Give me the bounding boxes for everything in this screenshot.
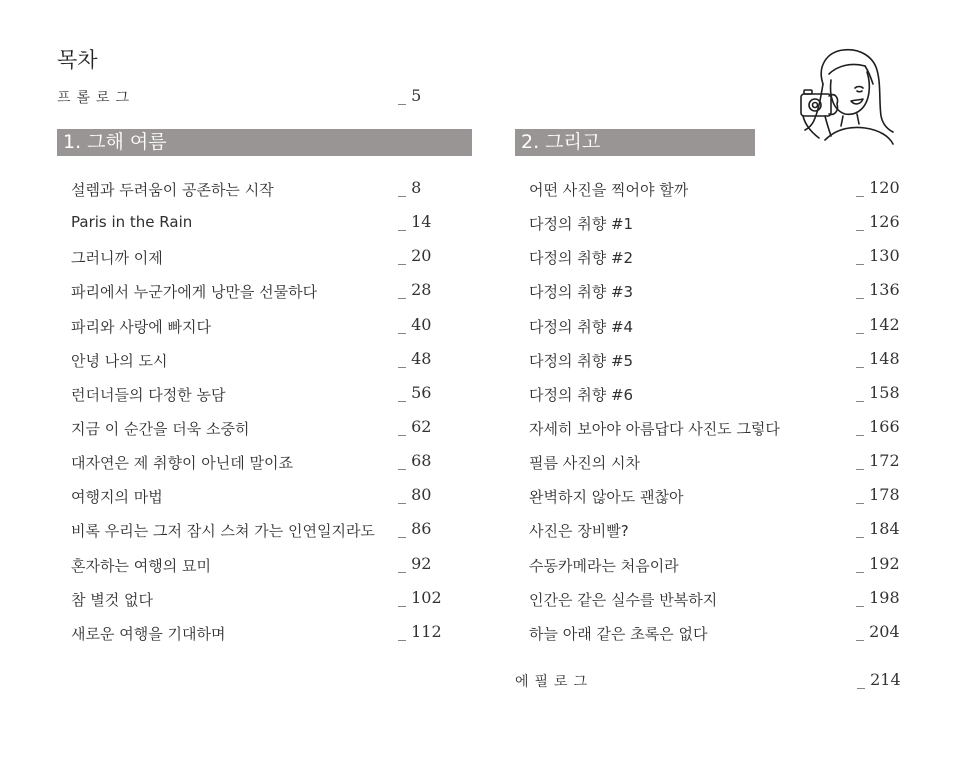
toc-item (529, 176, 901, 210)
toc-item (529, 586, 901, 620)
toc-item-page: _ 8 (398, 178, 422, 197)
toc-item-page: _ 48 (398, 348, 432, 368)
toc-item-title: 다정의 취향 #3 (529, 283, 634, 302)
toc-item-title: 다정의 취향 #2 (529, 249, 634, 268)
toc-item (529, 381, 901, 415)
toc-item-title: 자세히 보아야 아름답다 사진도 그렇다 (529, 419, 780, 438)
toc-item-title: 그러니까 이제 (71, 249, 163, 268)
toc-item-page: _ 198 (856, 587, 900, 607)
prologue-page: _ 5 (398, 86, 422, 105)
toc-item-page: _ 68 (398, 451, 432, 471)
toc-item (529, 347, 901, 381)
toc-item-page: _ 56 (398, 382, 432, 402)
toc-item (71, 176, 443, 210)
toc-item (71, 449, 443, 483)
toc-item-title: 혼자하는 여행의 묘미 (71, 556, 211, 575)
toc-item-page: _ 148 (856, 348, 900, 368)
toc-item-title: 어떤 사진을 찍어야 할까 (529, 181, 689, 199)
toc-item-page: _ 28 (398, 280, 432, 300)
toc-item-title: 다정의 취향 #4 (529, 317, 634, 336)
toc-item (71, 415, 443, 449)
toc-item-page: _ 62 (398, 416, 432, 436)
toc-item-page: _ 80 (398, 485, 432, 505)
toc-item (71, 381, 443, 415)
toc-item-title: 하늘 아래 같은 초록은 없다 (529, 624, 708, 643)
toc-item-title: 비록 우리는 그저 잠시 스쳐 가는 인연일지라도 (71, 522, 375, 541)
toc-item (71, 313, 443, 347)
toc-item-page: _ 112 (398, 621, 442, 641)
toc-item-title: Paris in the Rain (71, 213, 193, 232)
toc-item-page: _ 184 (856, 519, 900, 539)
section-header-1: 1. 그해 여름 (57, 129, 472, 156)
toc-item (529, 552, 901, 586)
toc-item-title: 대자연은 제 취향이 아닌데 말이죠 (71, 454, 293, 473)
toc-item-title: 설렘과 두려움이 공존하는 시작 (71, 181, 274, 199)
toc-item-page: _ 178 (856, 485, 900, 505)
toc-item-title: 사진은 장비빨? (529, 522, 629, 541)
toc-item-page: _ 102 (398, 587, 442, 607)
toc-item-title: 수동카메라는 처음이라 (529, 556, 679, 575)
toc-list-section-1 (71, 176, 443, 654)
toc-item (71, 244, 443, 278)
toc-item (529, 210, 901, 244)
toc-item-title: 인간은 같은 실수를 반복하지 (529, 590, 718, 609)
toc-item-title: 참 별것 없다 (71, 590, 153, 609)
toc-item-page: _ 120 (856, 178, 900, 197)
toc-item-page: _ 192 (856, 553, 900, 573)
toc-item-title: 다정의 취향 #6 (529, 385, 634, 404)
toc-item-title: 새로운 여행을 기대하며 (71, 624, 226, 643)
toc-item-page: _ 204 (856, 621, 900, 641)
toc-item-page: _ 40 (398, 314, 432, 334)
toc-item (529, 517, 901, 551)
toc-item (71, 210, 443, 244)
toc-item (71, 552, 443, 586)
toc-item-page: _ 126 (856, 212, 900, 232)
toc-item-title: 완벽하지 않아도 괜찮아 (529, 488, 684, 507)
toc-item (71, 586, 443, 620)
toc-item-page: _ 142 (856, 314, 900, 334)
prologue-label: 프롤로그 (57, 90, 136, 106)
toc-item-title: 안녕 나의 도시 (71, 351, 168, 370)
toc-item (71, 517, 443, 551)
toc-item (529, 313, 901, 347)
toc-item (529, 483, 901, 517)
toc-item (71, 347, 443, 381)
toc-item (71, 278, 443, 312)
toc-item (529, 415, 901, 449)
toc-item (529, 278, 901, 312)
toc-item-title: 다정의 취향 #1 (529, 215, 634, 234)
toc-list-section-2 (529, 176, 901, 654)
girl-with-camera-icon (795, 44, 900, 156)
toc-item (529, 244, 901, 278)
section-header-2: 2. 그리고 (515, 129, 755, 156)
toc-item-page: _ 136 (856, 280, 900, 300)
toc-item-page: _ 130 (856, 246, 900, 266)
toc-item-page: _ 166 (856, 416, 900, 436)
toc-item-page: _ 172 (856, 451, 900, 471)
toc-item (529, 449, 901, 483)
toc-item-page: _ 20 (398, 246, 432, 266)
page-title: 목차 (57, 48, 98, 72)
toc-item-title: 런더너들의 다정한 농담 (71, 385, 226, 404)
toc-item (71, 483, 443, 517)
toc-item-title: 여행지의 마법 (71, 488, 163, 507)
epilogue-page: _ 214 (857, 670, 901, 689)
toc-item-title: 다정의 취향 #5 (529, 351, 634, 370)
toc-item-title: 파리에서 누군가에게 낭만을 선물하다 (71, 283, 318, 302)
toc-item-title: 지금 이 순간을 더욱 소중히 (71, 419, 250, 438)
toc-item (71, 620, 443, 654)
toc-item-title: 파리와 사랑에 빠지다 (71, 317, 211, 336)
toc-item-title: 필름 사진의 시차 (529, 454, 640, 473)
toc-item-page: _ 86 (398, 519, 432, 539)
toc-item-page: _ 14 (398, 212, 432, 232)
epilogue-label: 에필로그 (515, 674, 594, 690)
toc-item-page: _ 92 (398, 553, 432, 573)
toc-item (529, 620, 901, 654)
toc-item-page: _ 158 (856, 382, 900, 402)
